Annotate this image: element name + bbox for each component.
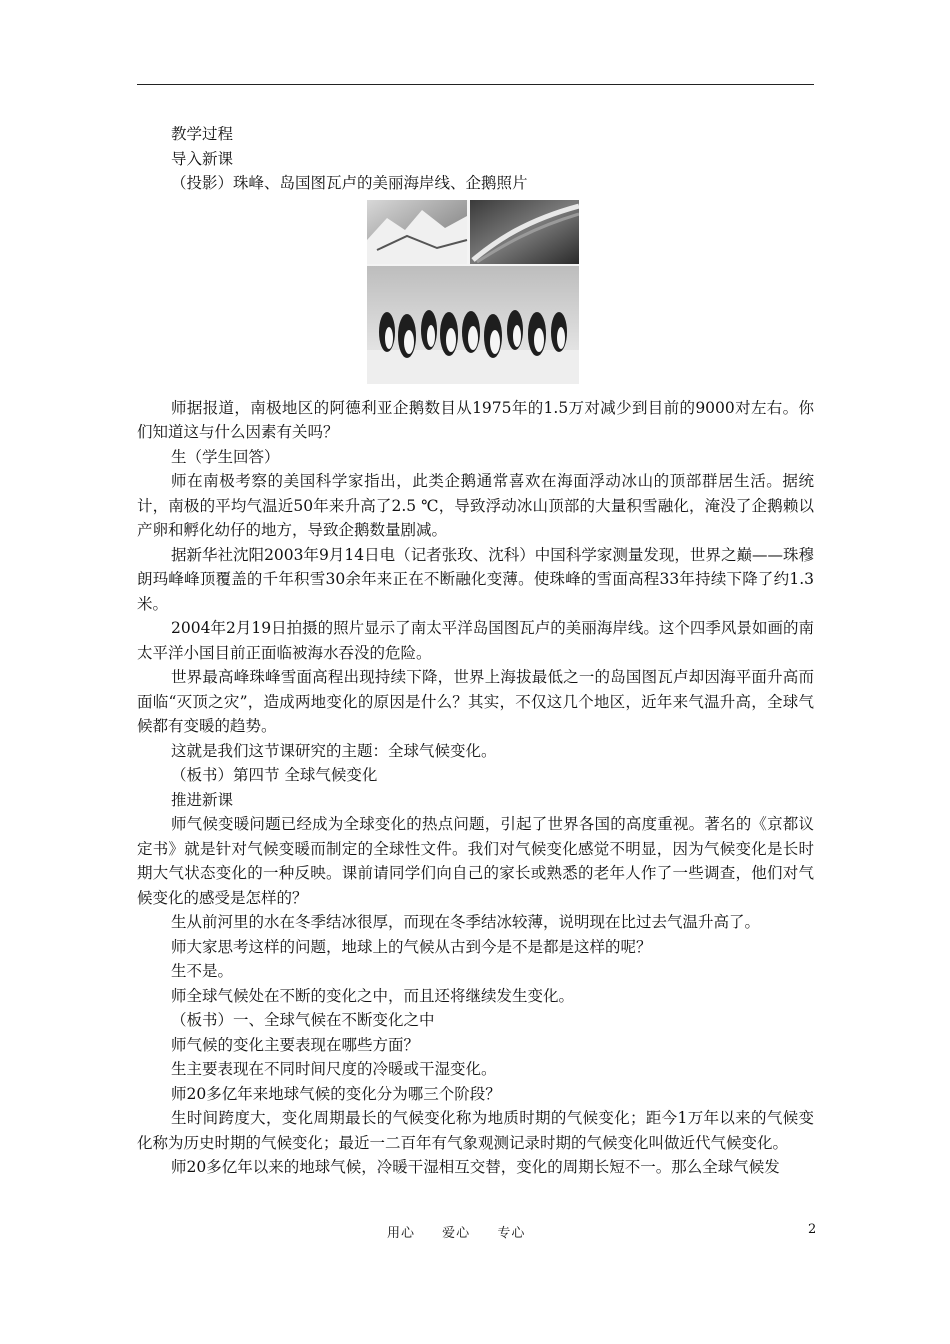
paragraph-answer-aspects: 生主要表现在不同时间尺度的冷暖或干湿变化。 xyxy=(171,1060,497,1078)
paragraph-tuvalu-photo: 2004年2月19日拍摄的照片显示了南太平洋岛国图瓦卢的美丽海岸线。这个四季风景如画的南太平洋小国目前正面临被海水吞没的危险。 xyxy=(137,619,814,662)
board-note-section4: （板书）第四节 全球气候变化 xyxy=(171,766,378,784)
footer-motto-item: 专心 xyxy=(497,1226,526,1241)
paragraph-kyoto: 师气候变暖问题已经成为全球变化的热点问题，引起了世界各国的高度重视。著名的《京都议定书》就是针对气候变暖而制定的全球性文件。我们对气候变化感觉不明显，因为气候变化是长时期大气状态变化的一种反映。课前请同学们向自己的家长或熟悉的老年人作了一些调查，他们对气候变化的感受是怎样的？ xyxy=(137,815,814,907)
header-rule xyxy=(137,84,814,85)
tuvalu-coastline-photo xyxy=(470,200,579,264)
paragraph-question-aspects: 师气候的变化主要表现在哪些方面？ xyxy=(171,1035,420,1054)
paragraph-answer-no: 生不是。 xyxy=(171,962,234,980)
board-note-part1: （板书）一、全球气候在不断变化之中 xyxy=(171,1011,435,1029)
footer-motto xyxy=(387,1222,547,1241)
paragraph-question-ancient: 师大家思考这样的问题，地球上的气候从古到今是不是都是这样的呢？ xyxy=(171,937,652,956)
paragraph-student-answer: 生（学生回答） xyxy=(171,447,280,466)
paragraph-xinhua-report: 据新华社沈阳2003年9月14日电（记者张玫、沈科）中国科学家测量发现，世界之巅——珠穆朗玛峰峰顶覆盖的千年积雪30余年来正在不断融化变薄。使珠峰的雪面高程33年持续下降了约1.3米。 xyxy=(137,545,814,613)
paragraph-scientist-finding: 师在南极考察的美国科学家指出，此类企鹅通常喜欢在海面浮动冰山的顶部群居生活。据统计，南极的平均气温近50年来升高了2.5 ℃，导致浮动冰山顶部的大量积雪融化，淹没了企鹅赖以产卵和孵化幼仔的地方，导致企鹅数量剧减。 xyxy=(137,472,814,539)
photo-collage xyxy=(367,200,579,384)
paragraph-cause-question: 世界最高峰珠峰雪面高程出现持续下降，世界上海拔最低之一的岛国图瓦卢却因海平面升高而面临“灭顶之灾”，造成两地变化的原因是什么？其实，不仅这几个地区，近年来气温升高，全球气候都有变暖的趋势。 xyxy=(137,668,814,735)
page-number: 2 xyxy=(808,1222,817,1237)
projection-caption: （投影）珠峰、岛国图瓦卢的美丽海岸线、企鹅照片 xyxy=(171,174,528,192)
paragraph-penguin-report: 师据报道，南极地区的阿德利亚企鹅数目从1975年的1.5万对减少到目前的9000对左右。你们知道这与什么因素有关吗？ xyxy=(137,398,814,441)
section-heading-new-lesson: 推进新课 xyxy=(171,790,234,809)
page-content xyxy=(137,122,814,1180)
footer-motto-item: 用心 xyxy=(387,1226,416,1241)
penguins-photo xyxy=(367,266,579,384)
everest-photo xyxy=(367,200,467,264)
photo-collage-image xyxy=(367,200,579,384)
section-heading-process: 教学过程 xyxy=(171,125,234,143)
footer-motto-item: 爱心 xyxy=(442,1226,471,1241)
paragraph-continuous-change: 师全球气候处在不断的变化之中，而且还将继续发生变化。 xyxy=(171,986,575,1005)
paragraph-cycle: 师20多亿年以来的地球气候，冷暖干湿相互交替，变化的周期长短不一。那么全球气候发 xyxy=(171,1158,780,1176)
paragraph-topic: 这就是我们这节课研究的主题：全球气候变化。 xyxy=(171,741,497,760)
section-heading-intro: 导入新课 xyxy=(171,149,234,168)
paragraph-river-ice: 生从前河里的水在冬季结冰很厚，而现在冬季结冰较薄，说明现在比过去气温升高了。 xyxy=(171,913,761,931)
paragraph-answer-stages: 生时间跨度大，变化周期最长的气候变化称为地质时期的气候变化；距今1万年以来的气候变化称为历史时期的气候变化；最近一二百年有气象观测记录时期的气候变化叫做近代气候变化。 xyxy=(137,1109,814,1152)
paragraph-question-stages: 师20多亿年来地球气候的变化分为哪三个阶段？ xyxy=(171,1084,501,1103)
